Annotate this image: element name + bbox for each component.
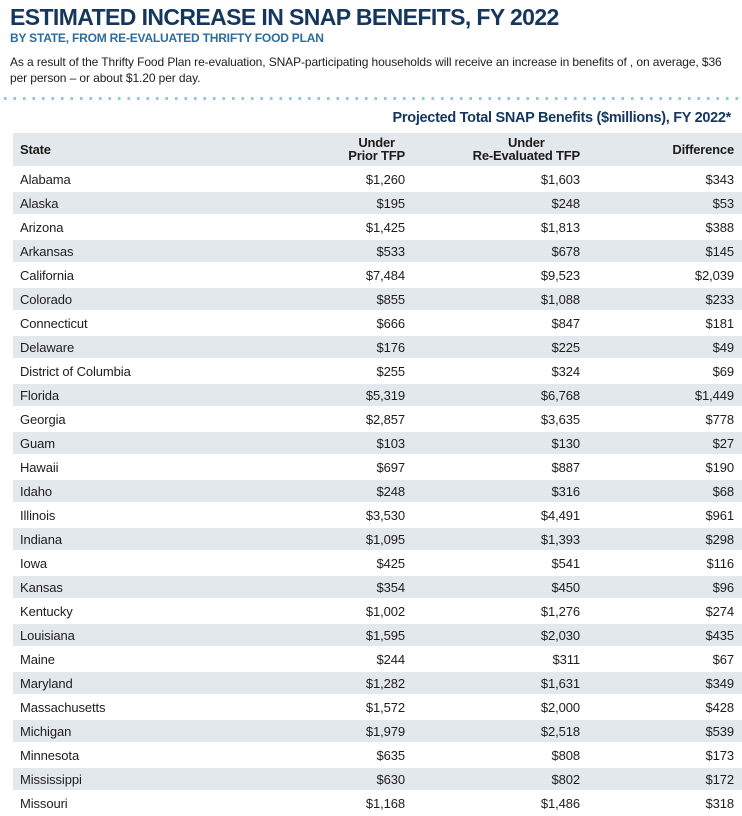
under-reevaluated-tfp-cell: $248 <box>416 192 591 216</box>
state-cell: Florida <box>13 384 303 408</box>
col-header-reeval-line2: Re-Evaluated TFP <box>472 148 580 163</box>
state-cell: Illinois <box>13 504 303 528</box>
state-cell: Connecticut <box>13 312 303 336</box>
under-reevaluated-tfp-cell: $316 <box>416 480 591 504</box>
state-cell: Massachusetts <box>13 696 303 720</box>
table-row <box>13 264 742 288</box>
difference-cell: $961 <box>591 504 742 528</box>
difference-cell: $145 <box>591 240 742 264</box>
under-prior-tfp-cell: $176 <box>303 336 416 360</box>
under-reevaluated-tfp-cell: $2,030 <box>416 624 591 648</box>
table-row <box>13 792 742 816</box>
col-header-state <box>13 133 303 168</box>
under-prior-tfp-cell: $195 <box>303 192 416 216</box>
under-reevaluated-tfp-cell: $1,631 <box>416 672 591 696</box>
state-cell: Mississippi <box>13 768 303 792</box>
table-body <box>13 168 742 816</box>
difference-cell: $68 <box>591 480 742 504</box>
difference-cell: $233 <box>591 288 742 312</box>
under-reevaluated-tfp-cell: $1,393 <box>416 528 591 552</box>
state-cell: Kentucky <box>13 600 303 624</box>
table-row <box>13 744 742 768</box>
under-prior-tfp-cell: $1,425 <box>303 216 416 240</box>
under-prior-tfp-cell: $7,484 <box>303 264 416 288</box>
difference-cell: $181 <box>591 312 742 336</box>
difference-cell: $49 <box>591 336 742 360</box>
under-prior-tfp-cell: $1,595 <box>303 624 416 648</box>
table-row <box>13 312 742 336</box>
under-prior-tfp-cell: $1,168 <box>303 792 416 816</box>
difference-cell: $778 <box>591 408 742 432</box>
state-cell: Idaho <box>13 480 303 504</box>
under-reevaluated-tfp-cell: $1,813 <box>416 216 591 240</box>
table-row <box>13 768 742 792</box>
under-reevaluated-tfp-cell: $1,276 <box>416 600 591 624</box>
under-reevaluated-tfp-cell: $678 <box>416 240 591 264</box>
under-reevaluated-tfp-cell: $1,603 <box>416 168 591 192</box>
state-cell: Maine <box>13 648 303 672</box>
difference-cell: $318 <box>591 792 742 816</box>
table-row <box>13 288 742 312</box>
under-reevaluated-tfp-cell: $2,000 <box>416 696 591 720</box>
col-header-difference-label: Difference <box>672 142 734 157</box>
under-reevaluated-tfp-cell: $6,768 <box>416 384 591 408</box>
under-prior-tfp-cell: $635 <box>303 744 416 768</box>
under-reevaluated-tfp-cell: $1,088 <box>416 288 591 312</box>
col-header-state-label: State <box>20 142 51 157</box>
under-prior-tfp-cell: $425 <box>303 552 416 576</box>
state-cell: Arizona <box>13 216 303 240</box>
table-row <box>13 456 742 480</box>
under-reevaluated-tfp-cell: $311 <box>416 648 591 672</box>
table-row <box>13 408 742 432</box>
table-row <box>13 336 742 360</box>
table-row <box>13 696 742 720</box>
state-cell: District of Columbia <box>13 360 303 384</box>
table-row <box>13 240 742 264</box>
under-reevaluated-tfp-cell: $225 <box>416 336 591 360</box>
dotted-divider <box>4 97 740 100</box>
difference-cell: $96 <box>591 576 742 600</box>
table-row <box>13 600 742 624</box>
state-cell: Guam <box>13 432 303 456</box>
table-header-row <box>13 133 742 168</box>
under-reevaluated-tfp-cell: $130 <box>416 432 591 456</box>
difference-cell: $428 <box>591 696 742 720</box>
difference-cell: $349 <box>591 672 742 696</box>
difference-cell: $116 <box>591 552 742 576</box>
table-row <box>13 480 742 504</box>
table-row <box>13 168 742 192</box>
state-cell: Iowa <box>13 552 303 576</box>
state-cell: Indiana <box>13 528 303 552</box>
difference-cell: $173 <box>591 744 742 768</box>
under-prior-tfp-cell: $2,857 <box>303 408 416 432</box>
under-prior-tfp-cell: $255 <box>303 360 416 384</box>
difference-cell: $274 <box>591 600 742 624</box>
page-title: ESTIMATED INCREASE IN SNAP BENEFITS, FY 2022 <box>10 4 559 30</box>
state-cell: Maryland <box>13 672 303 696</box>
table-row <box>13 672 742 696</box>
difference-cell: $69 <box>591 360 742 384</box>
under-prior-tfp-cell: $1,002 <box>303 600 416 624</box>
under-reevaluated-tfp-cell: $450 <box>416 576 591 600</box>
table-row <box>13 720 742 744</box>
difference-cell: $539 <box>591 720 742 744</box>
under-prior-tfp-cell: $248 <box>303 480 416 504</box>
under-prior-tfp-cell: $697 <box>303 456 416 480</box>
table-row <box>13 552 742 576</box>
state-cell: Michigan <box>13 720 303 744</box>
difference-cell: $27 <box>591 432 742 456</box>
under-reevaluated-tfp-cell: $2,518 <box>416 720 591 744</box>
under-reevaluated-tfp-cell: $802 <box>416 768 591 792</box>
difference-cell: $53 <box>591 192 742 216</box>
table-row <box>13 360 742 384</box>
under-prior-tfp-cell: $1,979 <box>303 720 416 744</box>
state-cell: Georgia <box>13 408 303 432</box>
col-header-prior-line1: Under <box>358 135 395 150</box>
col-header-prior-line2: Prior TFP <box>348 148 405 163</box>
under-prior-tfp-cell: $1,572 <box>303 696 416 720</box>
under-reevaluated-tfp-cell: $541 <box>416 552 591 576</box>
state-cell: Hawaii <box>13 456 303 480</box>
under-prior-tfp-cell: $666 <box>303 312 416 336</box>
state-cell: California <box>13 264 303 288</box>
under-reevaluated-tfp-cell: $3,635 <box>416 408 591 432</box>
state-cell: Kansas <box>13 576 303 600</box>
intro-paragraph: As a result of the Thrifty Food Plan re-evaluation, SNAP-participating households will receive an increase in benefits of , on average, $36 per person – or about $1.20 per day. <box>10 55 722 85</box>
col-header-reeval-line1: Under <box>508 135 545 150</box>
snap-benefits-table <box>13 133 742 816</box>
under-reevaluated-tfp-cell: $4,491 <box>416 504 591 528</box>
table-row <box>13 624 742 648</box>
difference-cell: $172 <box>591 768 742 792</box>
under-prior-tfp-cell: $533 <box>303 240 416 264</box>
difference-cell: $388 <box>591 216 742 240</box>
under-prior-tfp-cell: $3,530 <box>303 504 416 528</box>
table-row <box>13 576 742 600</box>
difference-cell: $343 <box>591 168 742 192</box>
state-cell: Minnesota <box>13 744 303 768</box>
difference-cell: $2,039 <box>591 264 742 288</box>
under-reevaluated-tfp-cell: $847 <box>416 312 591 336</box>
table-row <box>13 192 742 216</box>
under-reevaluated-tfp-cell: $9,523 <box>416 264 591 288</box>
state-cell: Colorado <box>13 288 303 312</box>
under-prior-tfp-cell: $103 <box>303 432 416 456</box>
page-subtitle: BY STATE, FROM RE-EVALUATED THRIFTY FOOD PLAN <box>10 31 324 45</box>
state-cell: Alaska <box>13 192 303 216</box>
under-prior-tfp-cell: $354 <box>303 576 416 600</box>
col-header-under-prior-tfp <box>303 133 416 168</box>
difference-cell: $67 <box>591 648 742 672</box>
under-prior-tfp-cell: $855 <box>303 288 416 312</box>
state-cell: Delaware <box>13 336 303 360</box>
under-reevaluated-tfp-cell: $808 <box>416 744 591 768</box>
difference-cell: $1,449 <box>591 384 742 408</box>
under-prior-tfp-cell: $1,260 <box>303 168 416 192</box>
table-row <box>13 216 742 240</box>
under-prior-tfp-cell: $5,319 <box>303 384 416 408</box>
under-prior-tfp-cell: $630 <box>303 768 416 792</box>
col-header-difference <box>591 133 742 168</box>
under-reevaluated-tfp-cell: $887 <box>416 456 591 480</box>
state-cell: Arkansas <box>13 240 303 264</box>
under-reevaluated-tfp-cell: $1,486 <box>416 792 591 816</box>
under-prior-tfp-cell: $1,282 <box>303 672 416 696</box>
difference-cell: $435 <box>591 624 742 648</box>
state-cell: Missouri <box>13 792 303 816</box>
state-cell: Alabama <box>13 168 303 192</box>
table-row <box>13 528 742 552</box>
difference-cell: $190 <box>591 456 742 480</box>
state-cell: Louisiana <box>13 624 303 648</box>
table-row <box>13 648 742 672</box>
table-row <box>13 384 742 408</box>
difference-cell: $298 <box>591 528 742 552</box>
table-row <box>13 432 742 456</box>
table-row <box>13 504 742 528</box>
table-title: Projected Total SNAP Benefits ($millions), FY 2022* <box>392 110 731 126</box>
under-reevaluated-tfp-cell: $324 <box>416 360 591 384</box>
under-prior-tfp-cell: $244 <box>303 648 416 672</box>
under-prior-tfp-cell: $1,095 <box>303 528 416 552</box>
col-header-under-reevaluated-tfp <box>416 133 591 168</box>
